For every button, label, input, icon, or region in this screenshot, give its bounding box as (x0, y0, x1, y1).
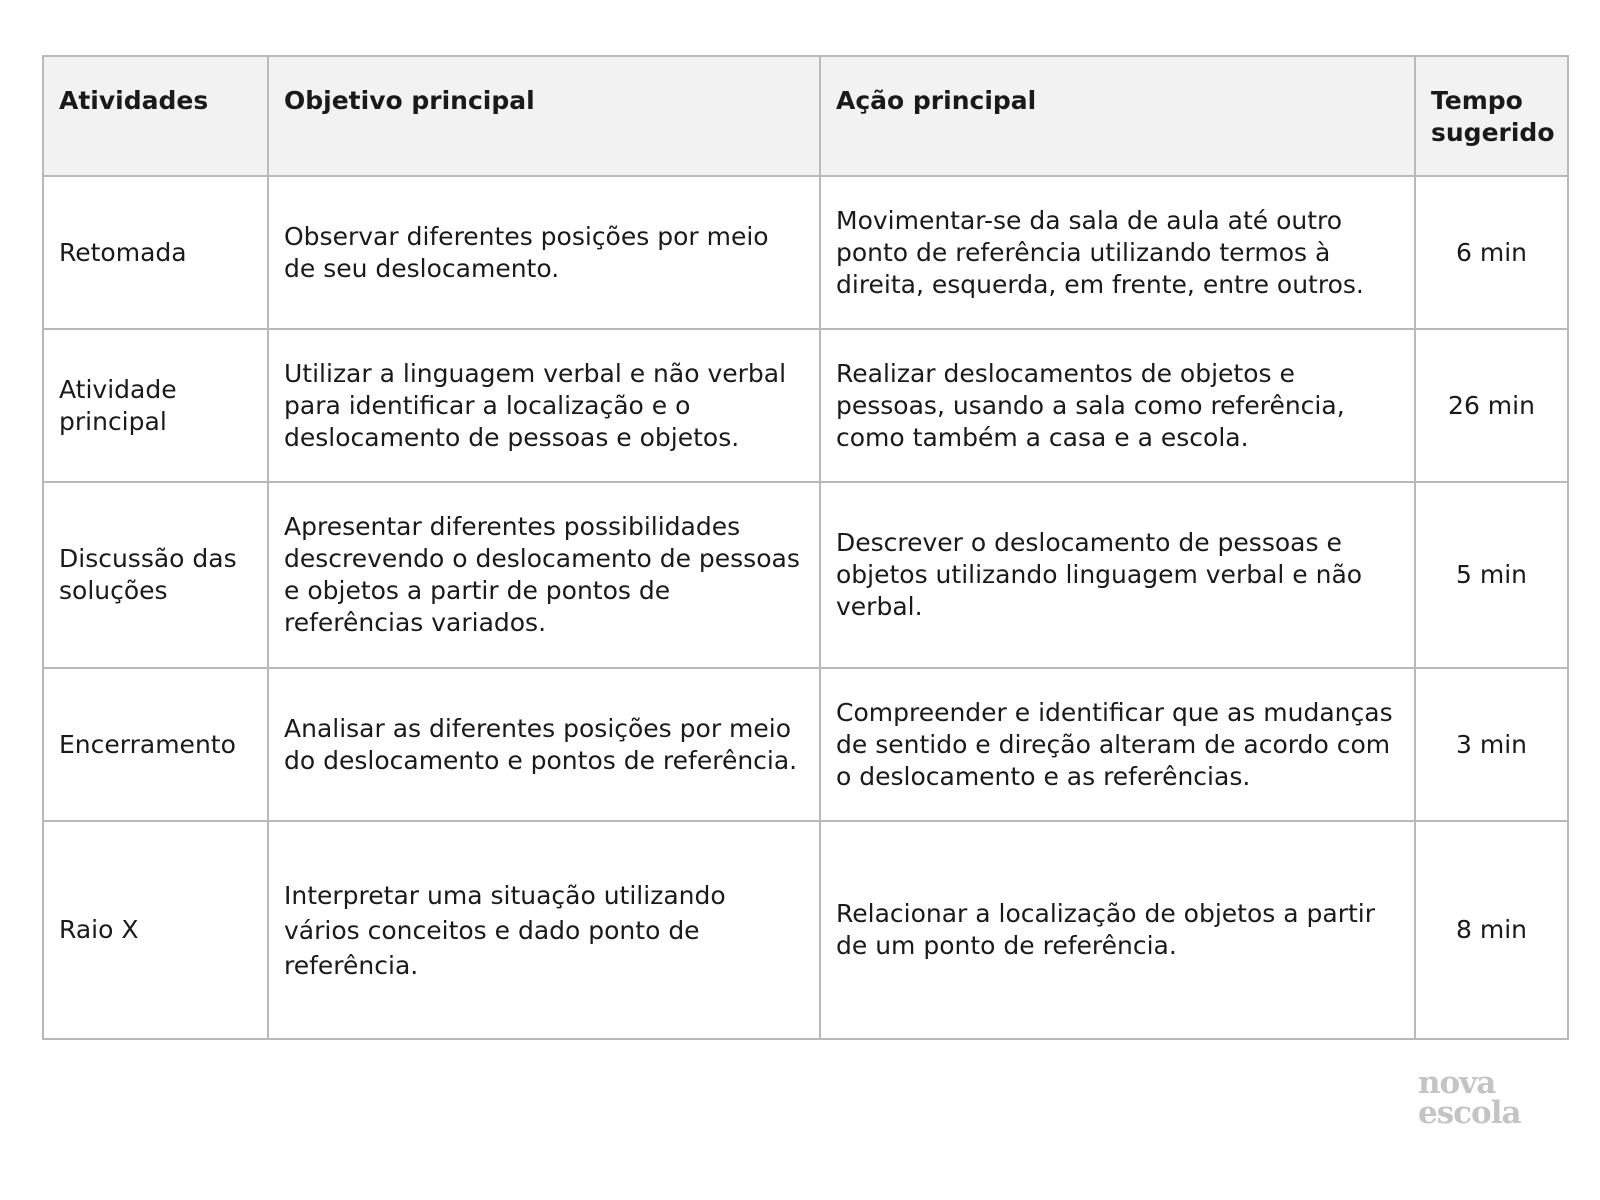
nova-escola-logo (1418, 1065, 1538, 1131)
objective-cell: Interpretar uma situação utilizando vários conceitos e dado ponto de referência. (268, 821, 820, 1039)
time-cell: 8 min (1415, 821, 1568, 1039)
lesson-plan-table (42, 55, 1569, 1040)
activity-cell: Atividade principal (43, 329, 268, 482)
objective-cell: Observar diferentes posições por meio de seu deslocamento. (268, 176, 820, 329)
header-objective: Objetivo principal (268, 56, 820, 176)
table-header-row (43, 56, 1568, 176)
table-row (43, 176, 1568, 329)
objective-cell: Utilizar a linguagem verbal e não verbal para identificar a localização e o deslocamento de pessoas e objetos. (268, 329, 820, 482)
table-row (43, 482, 1568, 668)
header-time: Tempo sugerido (1415, 56, 1568, 176)
objective-cell: Analisar as diferentes posições por meio do deslocamento e pontos de referência. (268, 668, 820, 821)
header-activities: Atividades (43, 56, 268, 176)
time-cell: 5 min (1415, 482, 1568, 668)
time-cell: 26 min (1415, 329, 1568, 482)
action-cell: Compreender e identificar que as mudanças de sentido e direção alteram de acordo com o deslocamento e as referências. (820, 668, 1415, 821)
activity-cell: Raio X (43, 821, 268, 1039)
objective-cell: Apresentar diferentes possibilidades descrevendo o deslocamento de pessoas e objetos a partir de pontos de referências variados. (268, 482, 820, 668)
header-action: Ação principal (820, 56, 1415, 176)
table-row (43, 821, 1568, 1039)
logo-line-1: nova (1418, 1065, 1496, 1101)
activity-cell: Retomada (43, 176, 268, 329)
time-cell: 3 min (1415, 668, 1568, 821)
table-row (43, 329, 1568, 482)
action-cell: Relacionar a localização de objetos a partir de um ponto de referência. (820, 821, 1415, 1039)
action-cell: Descrever o deslocamento de pessoas e objetos utilizando linguagem verbal e não verbal. (820, 482, 1415, 668)
action-cell: Realizar deslocamentos de objetos e pessoas, usando a sala como referência, como também a casa e a escola. (820, 329, 1415, 482)
logo-line-2: escola (1418, 1095, 1521, 1131)
time-cell: 6 min (1415, 176, 1568, 329)
action-cell: Movimentar-se da sala de aula até outro ponto de referência utilizando termos à direita, esquerda, em frente, entre outros. (820, 176, 1415, 329)
table-row (43, 668, 1568, 821)
activity-cell: Encerramento (43, 668, 268, 821)
activity-cell: Discussão das soluções (43, 482, 268, 668)
